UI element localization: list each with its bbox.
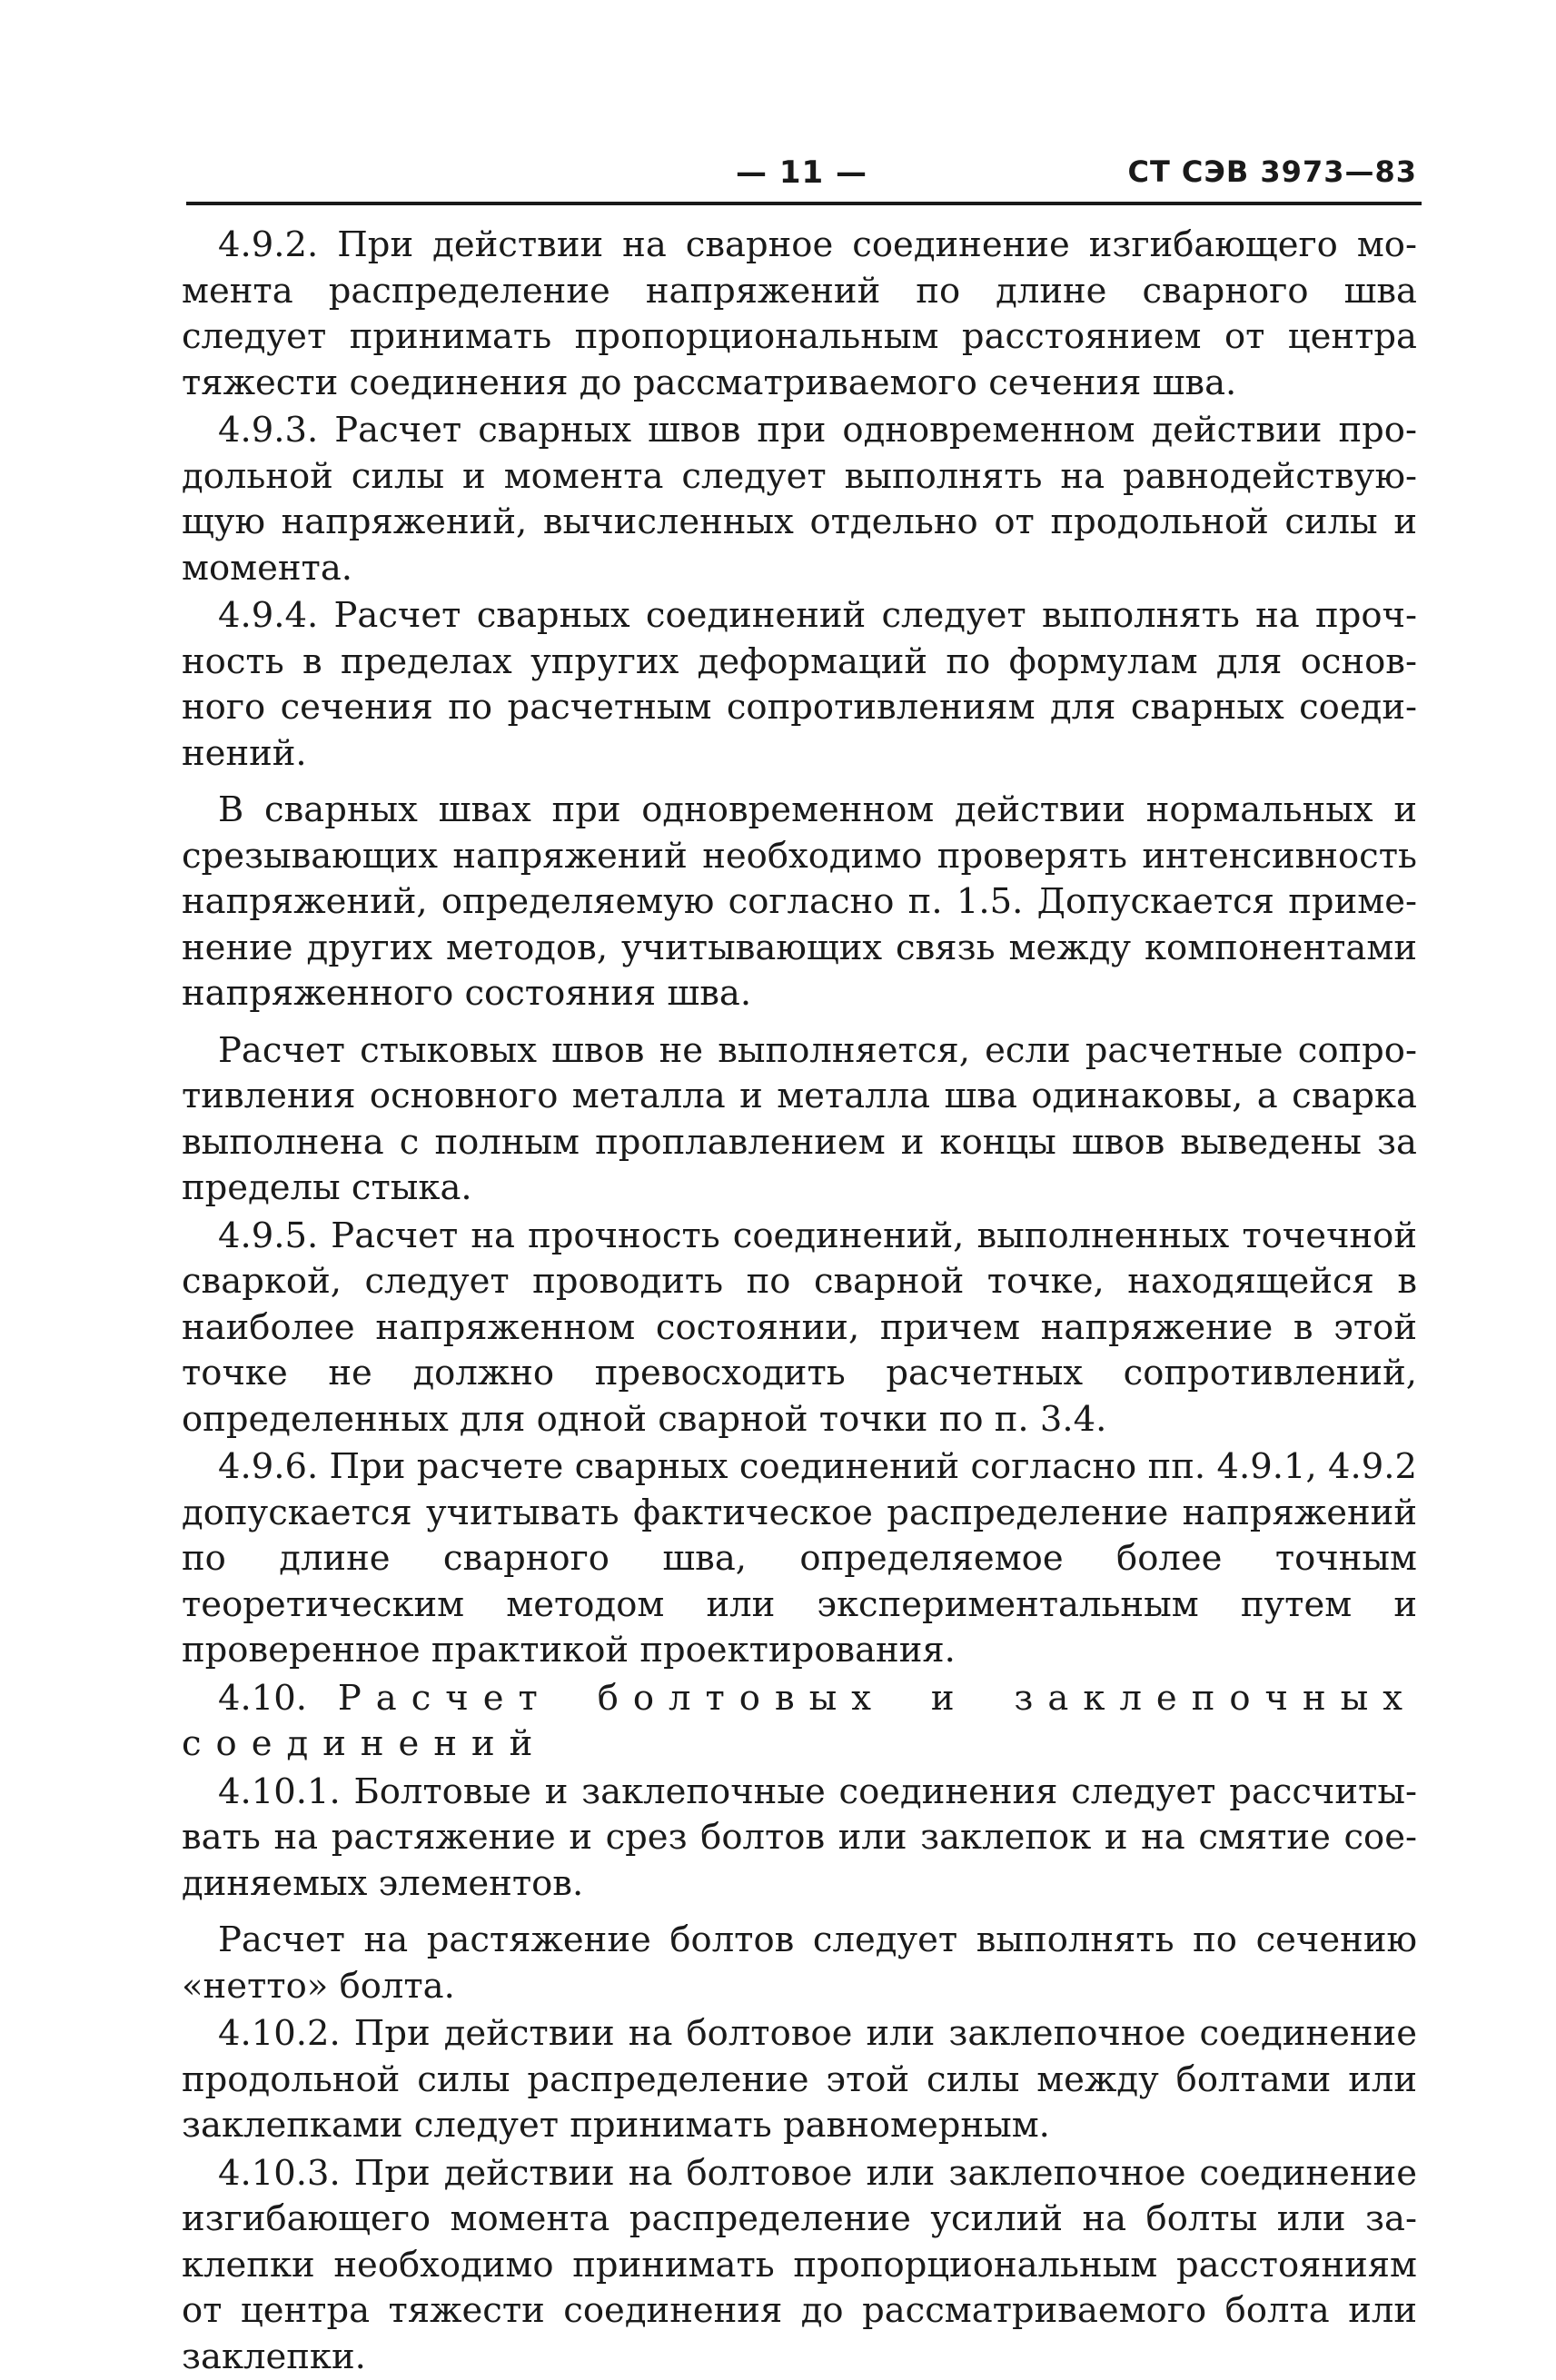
paragraph-4-9-5: 4.9.5. Расчет на прочность соединений, выполненных точечной сваркой, следует проводить по сварной точке, находящейся в наиболее напряженном состоянии, причем напряжение в этой точке не должно превосходить расчетных сопротивлений, определенных для одной сварной точки по п. 3.4. — [182, 1214, 1417, 1443]
paragraph-butt-welds: Расчет стыковых швов не выполняется, если расчетные сопротивления основного металла и металла шва одинаковы, а сварка выполнена с полным проплавлением и концы швов выведены за пределы стыка. — [182, 1028, 1417, 1212]
paragraph-netto: Расчет на растяжение болтов следует выполнять по сечению «нетто» болта. — [182, 1918, 1417, 2009]
header-divider — [186, 202, 1422, 205]
paragraph-4-9-3: 4.9.3. Расчет сварных швов при одновременном действии продольной силы и момента следует выполнять на равнодействующую напряжений, вычисленных отдельно от продольной силы и момента. — [182, 408, 1417, 591]
paragraph-4-10-1: 4.10.1. Болтовые и заклепочные соединения следует рассчитывать на растяжение и срез болтов или заклепок и на смятие соединяемых элементов. — [182, 1770, 1417, 1908]
page-number: — 11 — — [736, 154, 867, 191]
paragraph-welds-normal-stress: В сварных швах при одновременном действии нормальных и срезывающих напряжений необходимо проверять интенсивность напряжений, определяемую согласно п. 1.5. Допускается применение других методов, учитывающих связь между компонентами напряженного состояния шва. — [182, 788, 1417, 1017]
document-code: СТ СЭВ 3973—83 — [1127, 154, 1417, 189]
paragraph-4-10-2: 4.10.2. При действии на болтовое или заклепочное соединение продольной силы распределение этой силы между болтами или заклепками следует принимать равномерным. — [182, 2011, 1417, 2149]
paragraph-4-9-2: 4.9.2. При действии на сварное соединение изгибающего момента распределение напряжений по длине сварного шва следует принимать пропорциональным расстоянием от центра тяжести соединения до рассматриваемого сечения шва. — [182, 223, 1417, 406]
section-title: Расчет болтовых и заклепочных соединений — [182, 1678, 1417, 1765]
page-header — [182, 145, 1435, 200]
section-heading-4-10 — [182, 1676, 1417, 1768]
document-body — [182, 223, 1417, 2380]
paragraph-4-10-3: 4.10.3. При действии на болтовое или заклепочное соединение изгибающего момента распределение усилий на болты или заклепки необходимо принимать пропорциональным расстояниям от центра тяжести соединения до рассматриваемого болта или заклепки. — [182, 2151, 1417, 2380]
section-number: 4.10. — [218, 1678, 307, 1719]
paragraph-4-9-4: 4.9.4. Расчет сварных соединений следует выполнять на прочность в пределах упругих деформаций по формулам для основного сечения по расчетным сопротивлениям для сварных соединений. — [182, 593, 1417, 777]
paragraph-4-9-6: 4.9.6. При расчете сварных соединений согласно пп. 4.9.1, 4.9.2 допускается учитывать фактическое распределение напряжений по длине сварного шва, определяемое более точным теоретическим методом или экспериментальным путем и проверенное практикой проектирования. — [182, 1444, 1417, 1674]
